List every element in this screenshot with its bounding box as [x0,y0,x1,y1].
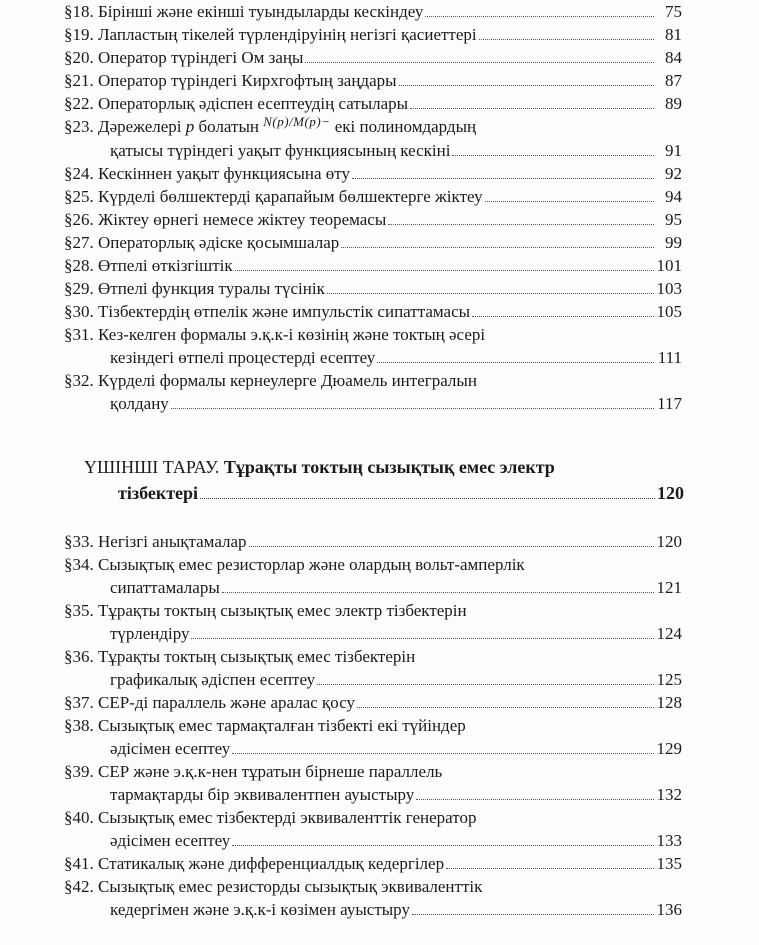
leader-dots [352,178,654,179]
chapter-lead: ҮШІНШІ ТАРАУ. [84,457,220,477]
toc-entry[interactable]: §31. Кез-келген формалы э.қ.к-і көзінің және токтың әсері кезіндегі өтпелі процестерді есептеу 111 [64,325,682,367]
leader-dots [200,498,655,499]
leader-dots [305,62,654,63]
leader-dots [357,707,654,708]
toc-entry[interactable]: §34. Сызықтық емес резисторлар және олардың вольт-амперлік сипаттамалары 121 [64,555,682,597]
leader-dots [399,85,654,86]
toc-entry[interactable]: §20. Оператор түріндегі Ом заңы 84 [64,48,682,67]
toc-entry[interactable]: §36. Тұрақты токтың сызықтық емес тізбектерін графикалық әдіспен есептеу 125 [64,647,682,689]
page-number: 125 [656,670,682,689]
toc-entry[interactable]: §25. Күрделі бөлшектерді қарапайым бөлшектерге жіктеу 94 [64,187,682,206]
page-number: 121 [656,578,682,597]
toc-entry[interactable]: §32. Күрделі формалы кернеулерге Дюамель интегралын қолдану 117 [64,371,682,413]
toc-entry[interactable]: §41. Статикалық және дифференциалдық кедергілер 135 [64,854,682,873]
page-number: 117 [657,394,682,413]
page-number: 103 [656,279,682,298]
leader-dots [171,408,654,409]
leader-dots [416,799,654,800]
page-number: 120 [657,483,684,503]
page-number: 81 [665,25,682,44]
formula-ratio: N(p)/M(p)− [263,114,331,129]
page-number: 84 [665,48,682,67]
toc-entry[interactable]: §18. Бірінші және екінші туындыларды кескіндеу 75 [64,2,682,21]
toc-entry[interactable]: §40. Сызықтық емес тізбектерді эквиваленттік генератор әдісімен есептеу 133 [64,808,682,850]
page-number: 89 [665,94,682,113]
page-number: 95 [665,210,682,229]
leader-dots [232,753,654,754]
page-number: 128 [656,693,682,712]
page-number: 101 [656,256,682,275]
toc-entry[interactable]: §21. Оператор түріндегі Кирхгофтың заңдары 87 [64,71,682,90]
leader-dots [232,845,654,846]
toc-section-bottom [64,530,682,921]
toc-entry[interactable]: §26. Жіктеу өрнегі немесе жіктеу теоремасы 95 [64,210,682,229]
toc-section-top [64,0,682,415]
leader-dots [485,201,654,202]
toc-entry[interactable]: §42. Сызықтық емес резисторды сызықтық эквиваленттік кедергімен және э.қ.к-і көзімен ауыстыру 136 [64,877,682,919]
leader-dots [377,362,654,363]
toc-entry[interactable]: §27. Операторлық әдіске қосымшалар 99 [64,233,682,252]
toc-entry[interactable]: §38. Сызықтық емес тармақталған тізбекті екі түйіндер әдісімен есептеу 129 [64,716,682,758]
leader-dots [479,39,654,40]
toc-entry[interactable]: §30. Тізбектердің өтпелік және импульстік сипаттамасы 105 [64,302,682,321]
leader-dots [249,546,654,547]
toc-entry[interactable]: §28. Өтпелі өткізгіштік 101 [64,256,682,275]
leader-dots [412,914,654,915]
toc-entry[interactable]: §29. Өтпелі функция туралы түсінік 103 [64,279,682,298]
page-number: 120 [656,532,682,551]
toc-entry[interactable]: §22. Операторлық әдіспен есептеудің сатылары 89 [64,94,682,113]
toc-entry[interactable]: §35. Тұрақты токтың сызықтық емес электр тізбектерін түрлендіру 124 [64,601,682,643]
chapter-title: Тұрақты токтың сызықтық емес электр [223,457,555,477]
toc-entry[interactable]: §23. Дәрежелері p болатын $^{N(p)/M(p)-}$ екі полиномдардың қатысы түріндегі уақыт функциясының кескіні 91 [64,114,682,160]
variable-p: p [185,117,195,136]
page-number: 92 [665,164,682,183]
page-number: 124 [656,624,682,643]
leader-dots [410,108,654,109]
leader-dots [425,16,654,17]
toc-entry[interactable]: §37. СЕР-ді параллель және аралас қосу 128 [64,693,682,712]
page-number: 132 [656,785,682,804]
leader-dots [317,684,654,685]
leader-dots [472,316,654,317]
page-number: 136 [656,900,682,919]
toc-entry[interactable]: §24. Кескіннен уақыт функциясына өту 92 [64,164,682,183]
leader-dots [235,270,654,271]
leader-dots [388,224,654,225]
page-number: 91 [665,141,682,160]
toc-entry[interactable]: §39. СЕР және э.қ.к-нен тұратын бірнеше параллель тармақтарды бір эквивалентпен ауыстыру 132 [64,762,682,804]
toc-entry[interactable]: §33. Негізгі анықтамалар 120 [64,532,682,551]
page-number: 99 [665,233,682,252]
leader-dots [191,638,654,639]
page-number: 75 [665,2,682,21]
page-number: 94 [665,187,682,206]
chapter-heading[interactable] [84,454,684,506]
leader-dots [446,868,654,869]
page-number: 111 [657,348,682,367]
leader-dots [452,155,654,156]
page-number: 87 [665,71,682,90]
leader-dots [341,247,654,248]
leader-dots [222,592,654,593]
toc-entry[interactable]: §19. Лапластың тікелей түрлендіруінің негізгі қасиеттері 81 [64,25,682,44]
leader-dots [327,293,654,294]
page-number: 105 [656,302,682,321]
chapter-title-cont: тізбектері [118,483,199,503]
page-number: 133 [656,831,682,850]
page-number: 129 [656,739,682,758]
page-number: 135 [656,854,682,873]
